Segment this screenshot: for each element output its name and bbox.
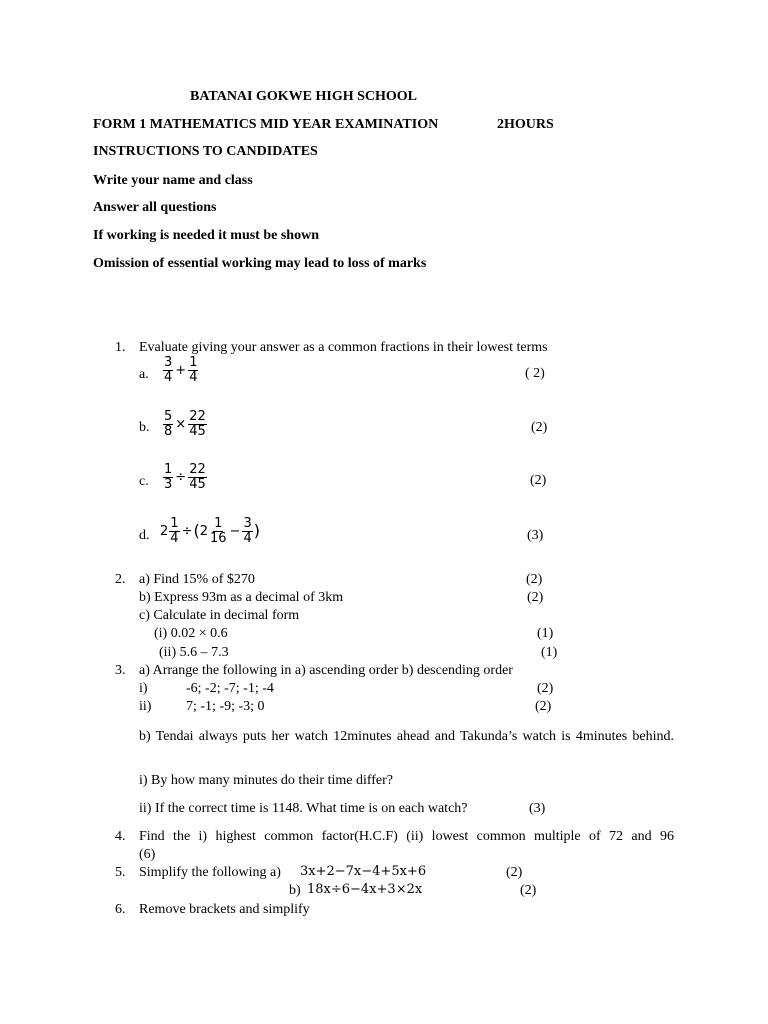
fraction: $\frac{5}{8}$ bbox=[164, 409, 173, 439]
fraction: $\frac{1}{4}$ bbox=[170, 516, 179, 546]
subpart-label: d. bbox=[139, 528, 150, 543]
question-text: b) Express 93m as a decimal of 3km bbox=[139, 590, 344, 605]
question-number: 1. bbox=[115, 340, 126, 355]
instruction-item: Write your name and class bbox=[93, 173, 253, 188]
question-paragraph: b) Tendai always puts her watch 12minutes ahead and Takunda’s watch is 4minutes behind. bbox=[139, 729, 674, 744]
question-text: c) Calculate in decimal form bbox=[139, 608, 300, 623]
question-number: 3. bbox=[115, 663, 126, 678]
marks: ( 2) bbox=[525, 366, 545, 381]
subpart-label: a. bbox=[139, 367, 149, 382]
subpart-label: b. bbox=[139, 420, 150, 435]
question-text: Simplify the following a) bbox=[139, 865, 281, 880]
marks: (6) bbox=[139, 847, 156, 862]
algebra-expression: 3x+2−7x−4+5x+6 bbox=[300, 864, 427, 879]
algebra-expression: 18x÷6−4x+3×2x bbox=[307, 882, 423, 897]
question-number: 6. bbox=[115, 902, 126, 917]
question-text: (i) 0.02 × 0.6 bbox=[154, 626, 228, 641]
subpart-label: b) bbox=[289, 883, 301, 898]
marks: (2) bbox=[526, 572, 543, 587]
question-number: 4. bbox=[115, 829, 126, 844]
question-text: 7; -1; -9; -3; 0 bbox=[186, 699, 265, 714]
instructions-title: INSTRUCTIONS TO CANDIDATES bbox=[93, 144, 318, 159]
fraction: $\frac{3}{4}$ bbox=[243, 516, 252, 546]
fraction: $\frac{1}{3}$ bbox=[164, 462, 173, 492]
exam-title: FORM 1 MATHEMATICS MID YEAR EXAMINATION bbox=[93, 117, 439, 132]
marks: (2) bbox=[527, 590, 544, 605]
fraction: $\frac{1}{16}$ bbox=[210, 516, 227, 546]
marks: (3) bbox=[529, 801, 546, 816]
question-text: -6; -2; -7; -1; -4 bbox=[186, 681, 274, 696]
marks: (2) bbox=[531, 420, 548, 435]
question-text: i) By how many minutes do their time differ? bbox=[139, 773, 394, 788]
school-name: BATANAI GOKWE HIGH SCHOOL bbox=[190, 89, 418, 104]
fraction-expression: $\frac{5}{8}$ × $\frac{22}{45}$ bbox=[164, 409, 206, 439]
exam-duration: 2HOURS bbox=[497, 117, 554, 132]
marks: (2) bbox=[537, 681, 554, 696]
marks: (1) bbox=[541, 645, 558, 660]
fraction: $\frac{1}{4}$ bbox=[189, 355, 198, 385]
question-text: a) Find 15% of $270 bbox=[139, 572, 255, 587]
marks: (3) bbox=[527, 528, 544, 543]
marks: (2) bbox=[520, 883, 537, 898]
fraction: $\frac{22}{45}$ bbox=[189, 409, 206, 439]
marks: (2) bbox=[530, 473, 547, 488]
fraction-expression: 2 $\frac{1}{4}$ ÷ ( 2 $\frac{1}{16}$ − $\frac{3}{4}$ ) bbox=[160, 516, 260, 546]
question-text: Remove brackets and simplify bbox=[139, 902, 310, 917]
marks: (2) bbox=[535, 699, 552, 714]
question-text: Find the i) highest common factor(H.C.F) (ii) lowest common multiple of 72 and 96 bbox=[139, 829, 674, 844]
marks: (2) bbox=[506, 865, 523, 880]
instruction-item: Omission of essential working may lead to loss of marks bbox=[93, 256, 427, 271]
question-text: (ii) 5.6 – 7.3 bbox=[159, 645, 229, 660]
subpart-label: c. bbox=[139, 474, 149, 489]
instruction-item: If working is needed it must be shown bbox=[93, 228, 319, 243]
fraction: $\frac{22}{45}$ bbox=[189, 462, 206, 492]
fraction: $\frac{3}{4}$ bbox=[164, 355, 173, 385]
list-label: i) bbox=[139, 681, 148, 696]
marks: (1) bbox=[537, 626, 554, 641]
question-text: ii) If the correct time is 1148. What time is on each watch? bbox=[139, 801, 468, 816]
question-text: a) Arrange the following in a) ascending order b) descending order bbox=[139, 663, 513, 678]
question-number: 2. bbox=[115, 572, 126, 587]
question-number: 5. bbox=[115, 865, 126, 880]
fraction-expression: $\frac{1}{3}$ ÷ $\frac{22}{45}$ bbox=[164, 462, 206, 492]
instruction-item: Answer all questions bbox=[93, 200, 217, 215]
fraction-expression: $\frac{3}{4}$ + $\frac{1}{4}$ bbox=[164, 355, 198, 385]
question-text: Evaluate giving your answer as a common fractions in their lowest terms bbox=[139, 340, 548, 355]
list-label: ii) bbox=[139, 699, 152, 714]
